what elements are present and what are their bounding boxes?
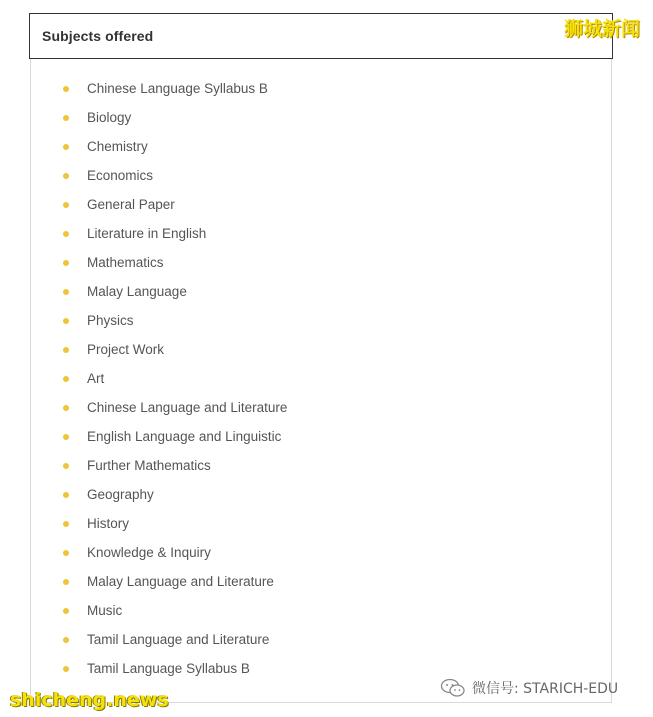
subject-label: Literature in English — [87, 226, 207, 241]
list-item — [58, 161, 287, 190]
bullet-icon — [63, 637, 69, 643]
list-item — [58, 103, 287, 132]
bullet-icon — [63, 289, 69, 295]
bullet-icon — [63, 260, 69, 266]
subject-label: Music — [87, 603, 123, 618]
subject-label: Chinese Language and Literature — [87, 400, 288, 415]
subject-label: Physics — [87, 313, 134, 328]
panel-header[interactable] — [29, 13, 613, 59]
subject-label: Tamil Language Syllabus B — [87, 661, 250, 676]
list-item — [58, 335, 287, 364]
subject-label: Economics — [87, 168, 154, 183]
subject-label: English Language and Linguistic — [87, 429, 282, 444]
watermark-bottom: shicheng.news — [10, 689, 169, 711]
list-item — [58, 248, 287, 277]
bullet-icon — [63, 347, 69, 353]
subject-label: Chinese Language Syllabus B — [87, 81, 268, 96]
subject-label: Project Work — [87, 342, 165, 357]
list-item — [58, 219, 287, 248]
bullet-icon — [63, 666, 69, 672]
list-item — [58, 480, 287, 509]
bullet-icon — [63, 376, 69, 382]
bullet-icon — [63, 492, 69, 498]
subject-label: General Paper — [87, 197, 175, 212]
bullet-icon — [63, 405, 69, 411]
bullet-icon — [63, 521, 69, 527]
panel-title: Subjects offered — [42, 28, 154, 44]
bullet-icon — [63, 608, 69, 614]
bullet-icon — [63, 550, 69, 556]
list-item — [58, 132, 287, 161]
list-item — [58, 422, 287, 451]
subject-label: History — [87, 516, 130, 531]
subject-list — [58, 74, 287, 683]
list-item — [58, 509, 287, 538]
list-item — [58, 596, 287, 625]
list-item — [58, 538, 287, 567]
bullet-icon — [63, 579, 69, 585]
bullet-icon — [63, 173, 69, 179]
subject-label: Knowledge & Inquiry — [87, 545, 211, 560]
subject-label: Art — [87, 371, 105, 386]
bullet-icon — [63, 434, 69, 440]
wechat-watermark — [440, 678, 618, 698]
subject-label: Geography — [87, 487, 154, 502]
list-item — [58, 364, 287, 393]
list-item — [58, 190, 287, 219]
subject-label: Malay Language and Literature — [87, 574, 274, 589]
subject-label: Malay Language — [87, 284, 187, 299]
list-item — [58, 451, 287, 480]
bullet-icon — [63, 202, 69, 208]
bullet-icon — [63, 115, 69, 121]
subject-label: Chemistry — [87, 139, 148, 154]
wechat-id: 微信号: STARICH-EDU — [472, 681, 619, 697]
bullet-icon — [63, 231, 69, 237]
list-item — [58, 74, 287, 103]
subject-label: Further Mathematics — [87, 458, 211, 473]
list-item — [58, 625, 287, 654]
watermark-top: 狮城新闻 — [563, 18, 640, 40]
wechat-icon — [440, 678, 466, 698]
bullet-icon — [63, 463, 69, 469]
subject-label: Tamil Language and Literature — [87, 632, 270, 647]
bullet-icon — [63, 318, 69, 324]
subject-label: Mathematics — [87, 255, 164, 270]
list-item — [58, 306, 287, 335]
list-item — [58, 654, 287, 683]
list-item — [58, 277, 287, 306]
list-item — [58, 567, 287, 596]
subject-label: Biology — [87, 110, 132, 125]
bullet-icon — [63, 86, 69, 92]
list-item — [58, 393, 287, 422]
bullet-icon — [63, 144, 69, 150]
